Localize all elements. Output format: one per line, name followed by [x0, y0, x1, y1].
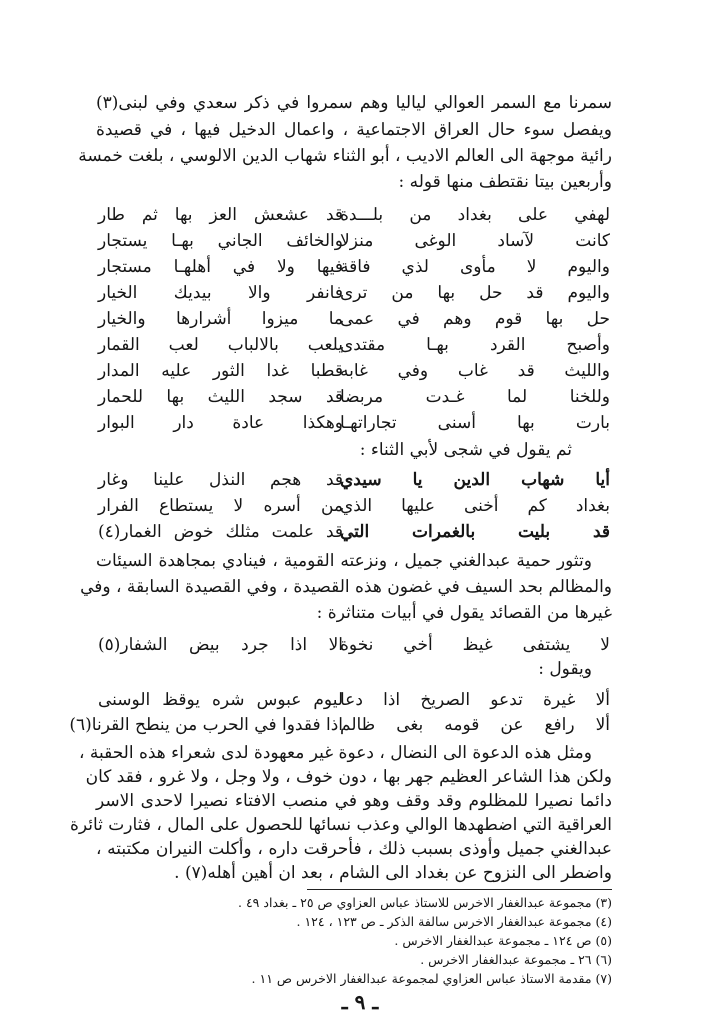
verse-right: بارت بها أسنى تجاراتهـا [340, 413, 610, 433]
footnote: (٣) مجموعة عبدالغفار الاخرس للاستاذ عباس العزاوي ص ٢٥ ـ بغداد ٤٩ . [238, 895, 612, 910]
verse-left: وهكذا عادة دار البوار [98, 413, 343, 433]
verse-left: فانفر والا بيديك الخيار [98, 283, 343, 303]
intro-line: ويفصل سوء حال العراق الاجتماعية ، واعمال الدخيل فيها ، في قصيدة [96, 120, 612, 140]
verse-right: قد بليت بالغمرات التي [340, 522, 610, 542]
page-number: ـ ٩ ـ [341, 990, 379, 1014]
verse-right: والليث قد غاب وفي غابه [340, 361, 610, 381]
verse-right: لهفي على بغداد من بلـــدة [340, 205, 610, 225]
verse-left: الا اذا جرد بيض الشفار(٥) [98, 635, 343, 655]
intro-line: وأربعين بيتا نقتطف منها قوله : [398, 172, 612, 192]
footnote: (٧) مقدمة الاستاذ عباس العزاوي لمجموعة عبدالغفار الاخرس ص ١١ . [251, 971, 612, 986]
verse-left: ما ميزوا أشرارها والخيار [98, 309, 343, 329]
verse-right: وللخنا لما غـدت مربضا [340, 387, 610, 407]
intro-line: سمرنا مع السمر العوالي لياليا وهم سمروا في ذكر سعدي وفي لبنى(٣) [96, 93, 612, 113]
transition-text: ثم يقول في شجى لأبي الثناء : [359, 440, 572, 460]
verse-left: قد سجد الليث بها للحمار [98, 387, 343, 407]
verse-right: ألا غيرة تدعو الصريخ اذا دعا [340, 690, 610, 710]
verse-right: وأصبح القرد بهـا مقتدى [340, 335, 610, 355]
intro-line: رائية موجهة الى العالم الاديب ، أبو الثناء شهاب الدين الالوسي ، بلغت خمسة [78, 146, 612, 166]
verse-left: اذا فقدوا في الحرب من ينطح القرنا(٦) [69, 715, 343, 735]
verse-left: والخائف الجاني بهـا يستجار [98, 231, 343, 251]
paragraph-line: وتثور حمية عبدالغني جميل ، ونزعته القومية ، فينادي بمجاهدة السيئات [96, 551, 592, 571]
verse-left: قد عشعش العز بها ثم طار [98, 205, 343, 225]
footnote: (٤) مجموعة عبدالغفار الاخرس سالفة الذكر ـ ص ١٢٣ ، ١٢٤ . [296, 914, 612, 929]
paragraph-line: ومثل هذه الدعوة الى النضال ، دعوة غير معهودة لدى شعراء هذه الحقبة ، [78, 743, 592, 763]
paragraph-line: دائما نصيرا للمظلوم وقد وقف وهو في منصب الافتاء نصيرا لاحدى الاسر [96, 791, 612, 811]
footnote-divider [307, 889, 612, 890]
verse-left: فيها ولا في أهلهـا مستجار [98, 257, 343, 277]
verse-right: لا يشتفى غيظ أخي نخوة [340, 635, 610, 655]
paragraph-line: واضطر الى النزوح عن بغداد الى الشام ، بعد ان أهين أهله(٧) . [174, 863, 612, 883]
footnote: (٦) ٢٦ ـ مجموعة عبدالغفار الاخرس . [420, 952, 612, 967]
verse-right: بغداد كم أخنى عليها الذي [340, 496, 610, 516]
verse-right: ألا رافع عن قومه بغى ظالم [340, 715, 610, 735]
verse-right: أيا شهاب الدين يا سيدي [340, 470, 610, 490]
paragraph-line: ولكن هذا الشاعر العظيم جهر بها ، دون خوف ، ولا وجل ، ولا غرو ، فقد كان [85, 767, 612, 787]
verse-left: قد هجم النذل علينا وغار [98, 470, 343, 490]
transition-text: ويقول : [538, 659, 592, 679]
verse-right: واليوم لا مأوى لذي فاقة [340, 257, 610, 277]
footnote: (٥) ص ١٢٤ ـ مجموعة عبدالغفار الاخرس . [394, 933, 612, 948]
verse-right: حل بها قوم وهم في عمى [340, 309, 610, 329]
verse-left: ليوم عبوس شره يوقظ الوسنى [98, 690, 343, 710]
verse-right: كانت لآساد الوغى منزلا [340, 231, 610, 251]
paragraph-line: والمظالم بحد السيف في غضون هذه القصيدة ، وفي القصيدة السابقة ، وفي [80, 577, 612, 597]
paragraph-line: عبدالغني جميل وأوذى بسبب ذلك ، فأحرقت داره ، وأكلت النيران مكتبته ، [96, 839, 612, 859]
paragraph-line: غيرها من القصائد يقول في أبيات متناثرة : [316, 603, 612, 623]
paragraph-line: العراقية التي اضطهدها الوالي وعذب نسائها للحصول على المال ، فثارت ثائرة [69, 815, 612, 835]
verse-left: من أسره لا يستطاع الفرار [98, 496, 343, 516]
verse-left: قطبا غدا الثور عليه المدار [98, 361, 343, 381]
verse-left: يلعب بالالباب لعب القمار [98, 335, 343, 355]
verse-right: واليوم قد حل بها من ترى [340, 283, 610, 303]
verse-left: قد علمت مثلك خوض الغمار(٤) [98, 522, 343, 542]
